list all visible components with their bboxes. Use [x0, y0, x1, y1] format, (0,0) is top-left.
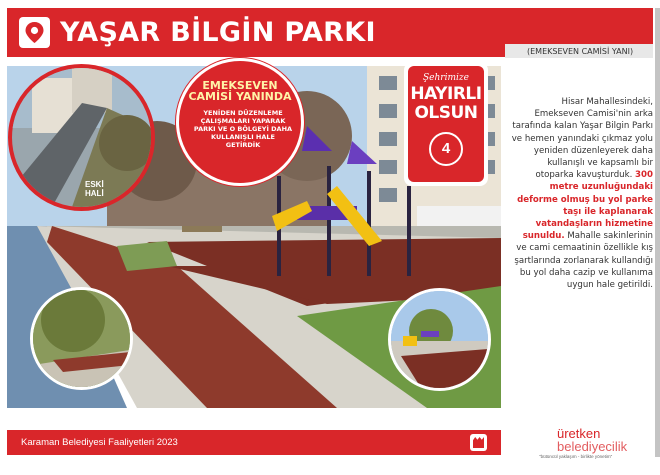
badge-script: Şehrimize	[423, 73, 469, 83]
municipality-emblem-icon	[470, 434, 487, 451]
badge-title: HAYIRLI OLSUN	[410, 84, 482, 123]
footer-band	[7, 430, 501, 455]
description-part1: Hisar Mahallesindeki, Emekseven Camisi'nin arka tarafında kalan Yaşar Bilgin Parkı ve hemen yanındaki çıkmaz yolu yeniden düzenleyerek daha kullanışlı ve kapsamlı bir otoparka kavuşturduk.	[511, 97, 653, 181]
callout-circle	[176, 58, 304, 186]
location-pin-icon	[19, 17, 50, 48]
playground-inset	[388, 288, 491, 391]
before-label: ESKİ HALİ	[85, 180, 104, 198]
logo-line2: belediyecilik	[557, 439, 628, 454]
location-subtitle: (EMEKSEVEN CAMİSİ YANI)	[527, 47, 634, 56]
description-part2: Mahalle sakinlerinin ve cami cemaatinin özellikle kış şartlarında zorlanarak kullandığı bu yol daha cazip ve kullanıma uygun hale getirildi.	[514, 231, 653, 291]
footer-text: Karaman Belediyesi Faaliyetleri 2023	[21, 437, 178, 448]
before-inset	[8, 64, 155, 211]
logo-tagline: "bütüncül yaklaşım - birlikte yönetim"	[539, 454, 613, 459]
congrats-badge	[404, 62, 488, 186]
logo-line1: üretken	[557, 426, 601, 441]
callout-text: YENİDEN DÜZENLEME ÇALIŞMALARI YAPARAK PARKI VE O BÖLGEYİ DAHA KULLANIŞLI HALE GETİRDİK	[193, 109, 293, 149]
page-edge	[655, 8, 660, 457]
seal-icon	[429, 132, 463, 166]
brand-logo	[511, 427, 653, 457]
tree-path-inset	[30, 287, 133, 390]
description-highlight: 300 metre uzunluğundaki deforme olmuş bu yol parke taşı ile kaplanarak vatandaşların hizmetine sunuldu.	[517, 170, 653, 242]
page-title: YAŞAR BİLGİN PARKI	[60, 17, 376, 48]
seal-number: 4	[441, 140, 451, 157]
description-text	[511, 96, 653, 291]
callout-title: EMEKSEVEN CAMİSİ YANINDA	[188, 79, 292, 103]
